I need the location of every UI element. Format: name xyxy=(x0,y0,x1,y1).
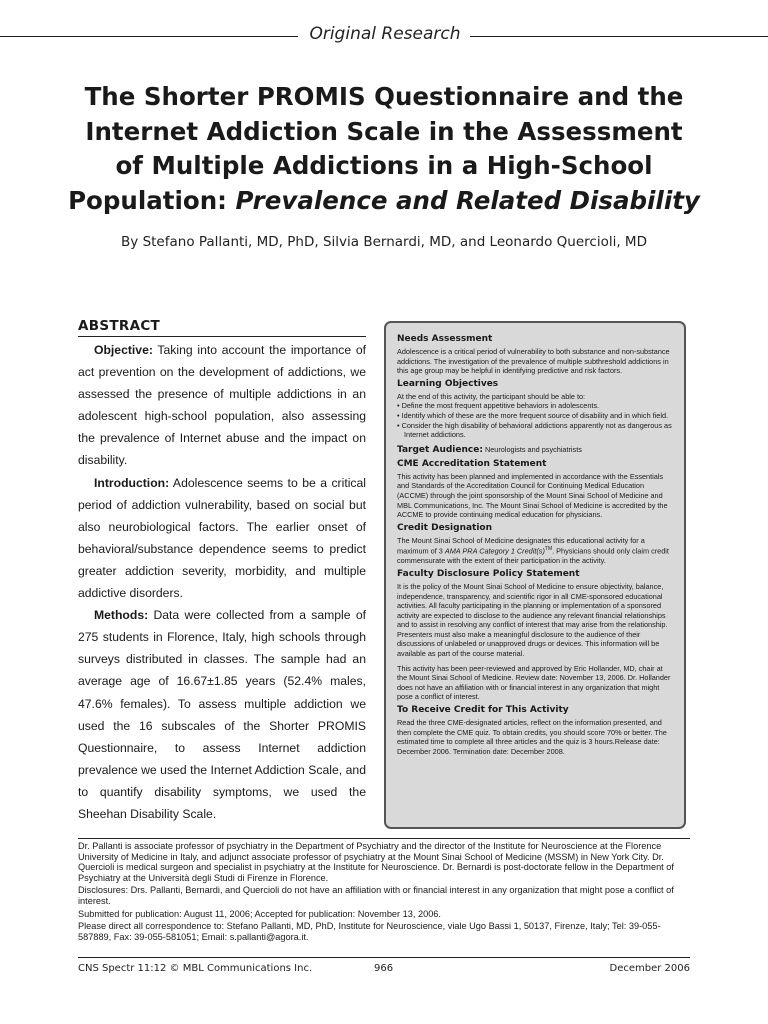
accreditation-heading: CME Accreditation Statement xyxy=(397,458,547,469)
introduction-label: Introduction: xyxy=(94,475,170,490)
objective-item: • Consider the high disability of behavioral addictions apparently not as dangerous as Internet addictions. xyxy=(397,420,672,440)
receive-text: Read the three CME-designated articles, reflect on the information presented, and then complete the CME quiz. To obtain credits, you should score 70% or better. The estimated time to complete all three articles and the quiz is 3 hours.Release date: December 2006. Termination date: December 2008. xyxy=(397,718,667,756)
audience-text: Neurologists and psychiatrists xyxy=(482,444,582,454)
credit-text xyxy=(397,536,674,566)
footnote-disclosures: Disclosures: Drs. Pallanti, Bernardi, and Quercioli do not have an affiliation with or financial interest in any organization that might pose a conflict of interest. xyxy=(78,885,674,906)
footnote-correspondence: Please direct all correspondence to: Stefano Pallanti, MD, PhD, Institute for Neuroscience, viale Ugo Bassi 1, 50137, Firenze, Italy; Tel: 39-055-587889, Fax: 39-055-581051; Email: s.pallanti@agora.it. xyxy=(78,921,661,942)
page-number: 966 xyxy=(374,963,394,974)
faculty-heading: Faculty Disclosure Policy Statement xyxy=(397,568,580,579)
footer-rule xyxy=(78,957,690,958)
credit-text-italic: AMA PRA Category 1 Credit(s) xyxy=(444,546,545,556)
title-line-4-italic: Prevalence and Related Disability xyxy=(235,185,700,215)
objective-text: Taking into account the importance of act prevention on the development of addictions, we assessed the presence of multiple addictions in an adolescent high-school population, also assessing the prevalence of Internet abuse and the impact on disability. xyxy=(78,343,366,468)
title-line-4 xyxy=(40,184,728,219)
audience-heading: Target Audience: xyxy=(397,444,483,455)
abstract-objective xyxy=(78,339,366,472)
footnote-submitted: Submitted for publication: August 11, 2006; Accepted for publication: November 13, 2006. xyxy=(78,908,441,919)
title-line-3: of Multiple Addictions in a High-School xyxy=(115,151,653,180)
title-line-1: The Shorter PROMIS Questionnaire and the xyxy=(84,82,684,111)
author-byline: By Stefano Pallanti, MD, PhD, Silvia Bernardi, MD, and Leonardo Quercioli, MD xyxy=(121,234,647,250)
abstract-introduction xyxy=(78,472,366,605)
objectives-heading: Learning Objectives xyxy=(397,378,499,389)
header-rule-left xyxy=(0,36,298,37)
objective-item: • Identify which of these are the more frequent source of disability and in which field. xyxy=(397,410,669,420)
objectives-intro: At the end of this activity, the participant should be able to: xyxy=(397,391,586,401)
accreditation-text: This activity has been planned and implemented in accordance with the Essentials and Standards of the Accreditation Council for Continuing Medical Education (ACCME) through the joint sponsorship of the Mount Sinai School of Medicine and MBL Communications, Inc. The Mount Sinai School of Medicine is accredited by the ACCME to provide continuing medical education for physicians. xyxy=(397,471,668,520)
footnote-affiliation: Dr. Pallanti is associate professor of psychiatry in the Department of Psychiatry and the director of the Institute for Neuroscience at the Florence University of Medicine in Italy, and adjunct associate professor of psychiatry at the Mount Sinai School of Medicine (MSSM) in New York City. Dr. Quercioli is medical surgeon and specialist in psychiatry at the Institute for Neuroscience. Dr. Bernardi is post-doctorate fellow in the Department of Psychiatry at the Università degli Studi di Firenze in Florence. xyxy=(78,841,674,883)
header-rule-right xyxy=(470,36,768,37)
credit-tm: TM xyxy=(544,546,553,553)
abstract-body xyxy=(78,339,366,825)
title-line-2: Internet Addiction Scale in the Assessment xyxy=(85,116,683,146)
credit-heading: Credit Designation xyxy=(397,522,493,533)
review-text: This activity has been peer-reviewed and approved by Eric Hollander, MD, chair at the Mount Sinai School of Medicine. Review date: November 13, 2006. Dr. Hollander does not have an affiliation with or financial interest in any organization that might pose a conflict of interest. xyxy=(397,663,671,702)
needs-text: Adolescence is a critical period of vulnerability to both substance and non-substance addictions. The investigation of the prevalence of multiple subthreshold addictions in this age group may be helpful in identifying predictive and risk factors. xyxy=(397,347,670,376)
methods-text: Data were collected from a sample of 275 students in Florence, Italy, high schools through surveys distributed in classes. The sample had an average age of 16.67±1.85 years (52.4% males, 47.6% females). To assess multiple addiction we used the 16 subscales of the Shorter PROMIS Questionnaire, to assess Internet addiction prevalence we used the Internet Addiction Scale, and to quantify disability symptoms, we used the Sheehan Disability Scale. xyxy=(78,608,366,821)
footnotes xyxy=(78,841,690,944)
methods-label: Methods: xyxy=(94,608,149,623)
introduction-text: Adolescence seems to be a critical period of addiction vulnerability, based on social but also neurobiological factors. The earlier onset of behavioral/substance dependence seems to predict greater addiction severity, morbidity, and multiple addictive disorders. xyxy=(78,475,366,601)
abstract-heading: ABSTRACT xyxy=(78,318,161,334)
objective-item: • Define the most frequent appetitive behaviors in adolescents. xyxy=(397,401,600,411)
footnote-rule xyxy=(78,838,690,839)
abstract-rule xyxy=(78,336,366,337)
target-audience xyxy=(397,445,674,456)
receive-heading: To Receive Credit for This Activity xyxy=(397,705,569,716)
article-title xyxy=(40,80,728,218)
needs-heading: Needs Assessment xyxy=(397,334,493,344)
cme-info-box xyxy=(384,321,686,829)
journal-citation: CNS Spectr 11:12 © MBL Communications Inc. xyxy=(78,963,313,974)
title-line-4-plain: Population: xyxy=(68,185,236,215)
objectives-list xyxy=(397,401,674,439)
credit-text-1: The Mount Sinai School of Medicine designates this educational activity for a maximum of 3 xyxy=(397,535,645,556)
faculty-text: It is the policy of the Mount Sinai School of Medicine to ensure objectivity, balance, independence, transparency, and scientific rigor in all CME-sponsored educational activities. All faculty participating in the planning or implementation of a sponsored activity are expected to disclose to the audience any relevant financial relationships and to assist in resolving any conflict of interest that may arise from the relationship. Presenters must also make a meaningful disclosure to the audience of their discussions of unlabeled or unapproved drugs or devices. This information will be available as part of the course material. xyxy=(397,581,668,659)
section-label: Original Research xyxy=(309,24,461,44)
issue-date: December 2006 xyxy=(609,963,690,974)
credit-text-2: . Physicians should only claim credit commensurate with the extent of their participation in the activity. xyxy=(397,546,669,566)
abstract-methods xyxy=(78,604,366,825)
objective-label: Objective: xyxy=(94,343,153,357)
